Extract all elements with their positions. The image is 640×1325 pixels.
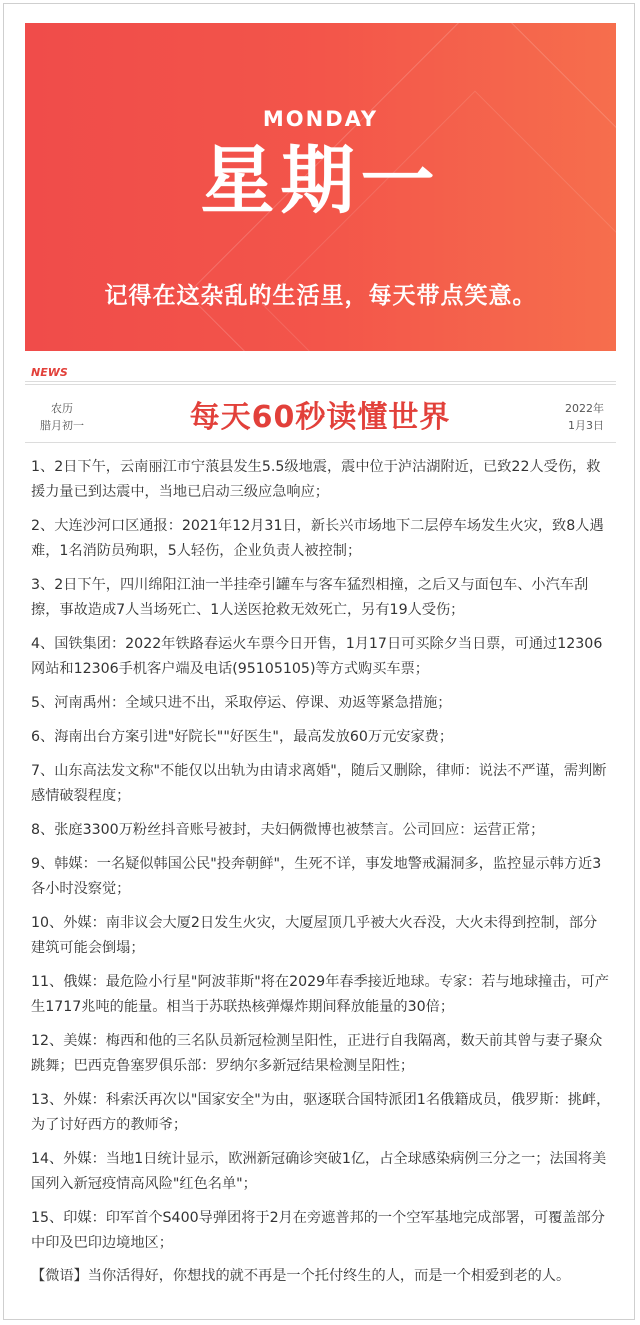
news-item: 10、外媒：南非议会大厦2日发生火灾，大厦屋顶几乎被大火吞没，大火未得到控制，部分建筑可能会倒塌； [31,915,598,956]
divider [25,384,616,385]
banner-slogan: 记得在这杂乱的生活里，每天带点笑意。 [104,283,537,309]
news-item: 5、河南禹州：全域只进不出，采取停运、停课、劝返等紧急措施； [31,695,452,711]
news-item: 1、2日下午，云南丽江市宁蒗县发生5.5级地震，震中位于泸沽湖附近，已致22人受伤，救援力量已到达震中，当地已启动三级应急响应； [31,459,601,500]
banner-day-english: MONDAY [262,107,379,131]
page-title: 每天60秒读懂世界 [189,400,451,435]
news-item: 9、韩媒：一名疑似韩国公民"投奔朝鲜"，生死不详，事发地警戒漏洞多，监控显示韩方近3各小时没察觉； [31,856,602,897]
month-day: 1月3日 [568,419,604,432]
news-item: 15、印媒：印军首个S400导弹团将于2月在旁遮普邦的一个空军基地完成部署，可覆盖部分中印及巴印边境地区； [31,1210,605,1251]
divider [25,381,616,382]
news-item: 7、山东高法发文称"不能仅以出轨为由请求离婚"，随后又删除，律师：说法不严谨，需判断感情破裂程度； [31,763,607,804]
daily-quote: 【微语】当你活得好，你想找的就不再是一个托付终生的人，而是一个相爱到老的人。 [31,1268,571,1284]
news-item: 14、外媒：当地1日统计显示，欧洲新冠确诊突破1亿，占全球感染病例三分之一；法国将美国列入新冠疫情高风险"红色名单"； [31,1151,607,1192]
news-tag: NEWS [31,366,68,379]
news-item: 8、张庭3300万粉丝抖音账号被封，夫妇俩微博也被禁言。公司回应：运营正常； [31,822,545,838]
lunar-date: 腊月初一 [40,419,84,432]
lunar-label: 农历 [51,402,73,415]
gregorian-date-block [565,400,604,434]
header-banner [25,23,616,351]
news-item: 13、外媒：科索沃再次以"国家安全"为由，驱逐联合国特派团1名俄籍成员，俄罗斯：挑衅，为了讨好西方的教师爷； [31,1092,611,1133]
news-item: 11、俄媒：最危险小行星"阿波菲斯"将在2029年春季接近地球。专家：若与地球撞击，可产生1717兆吨的能量。相当于苏联热核弹爆炸期间释放能量的30倍； [31,974,609,1015]
news-item: 12、美媒：梅西和他的三名队员新冠检测呈阳性，正进行自我隔离，数天前其曾与妻子聚众跳舞；巴西克鲁塞罗俱乐部：罗纳尔多新冠结果检测呈阳性； [31,1033,603,1074]
news-item: 3、2日下午，四川绵阳江油一半挂牵引罐车与客车猛烈相撞，之后又与面包车、小汽车刮擦，事故造成7人当场死亡、1人送医抢救无效死亡，另有19人受伤； [31,577,589,618]
news-list [31,455,611,1303]
year: 2022年 [565,402,604,415]
divider [25,442,616,443]
news-item: 4、国铁集团：2022年铁路春运火车票今日开售，1月17日可买除夕当日票，可通过12306网站和12306手机客户端及电话(95105105)等方式购买车票； [31,636,603,677]
news-item: 6、海南出台方案引进"好院长""好医生"，最高发放60万元安家费； [31,729,454,745]
banner-day-chinese: 星期一 [200,138,441,224]
news-item: 2、大连沙河口区通报：2021年12月31日，新长兴市场地下二层停车场发生火灾，致8人遇难，1名消防员殉职，5人轻伤，企业负责人被控制； [31,518,604,559]
